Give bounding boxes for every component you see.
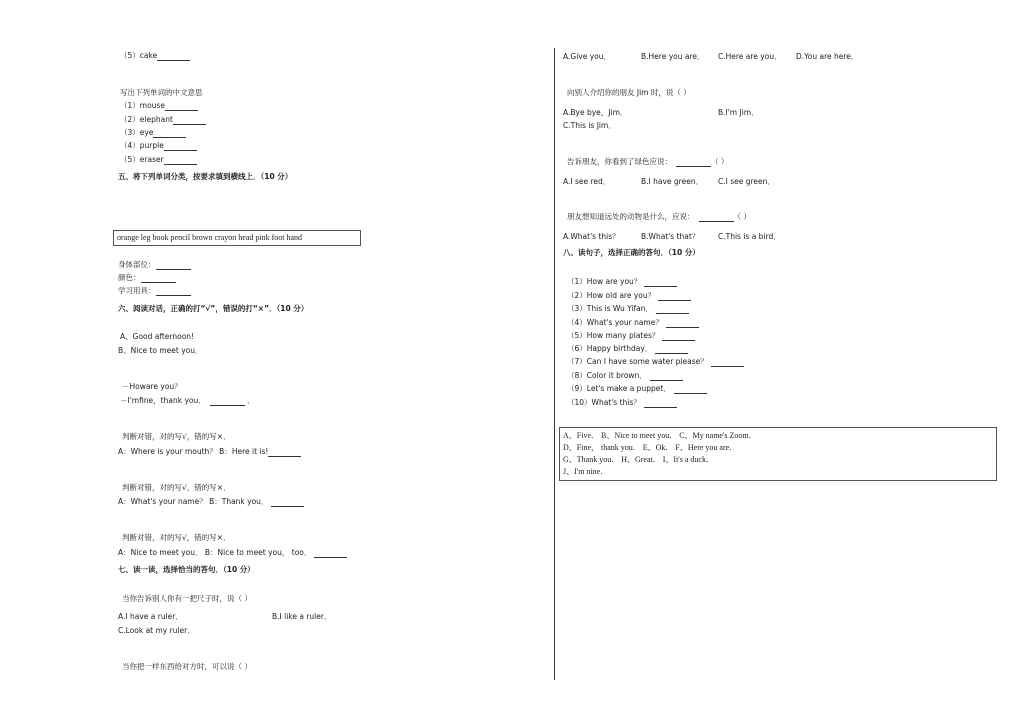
- period: ．: [244, 396, 255, 405]
- judge-1-label: 判断对错，对的写√，错的写×．: [122, 432, 231, 441]
- sentence-text: （5）How many plates？: [567, 331, 660, 340]
- answer-blank[interactable]: [141, 274, 176, 283]
- category-colors: [118, 273, 176, 283]
- answer-blank[interactable]: [644, 278, 677, 287]
- sentence-text: （3）This is Wu Yifan．: [567, 304, 654, 313]
- green-option-a[interactable]: A.I see red．: [563, 177, 611, 186]
- q5-cake-text: （5）cake: [120, 51, 158, 60]
- intro-option-c[interactable]: C.This is Jim．: [563, 121, 616, 130]
- green-option-b[interactable]: B.I have green．: [641, 177, 704, 186]
- sentence-item: [567, 318, 699, 328]
- dialog-1-b: B、Nice to meet you．: [118, 346, 203, 355]
- answer-blank[interactable]: [658, 292, 691, 301]
- sentence-item: [567, 398, 677, 408]
- answer-blank[interactable]: [156, 261, 191, 270]
- answer-blank[interactable]: [164, 156, 197, 165]
- animal-option-b[interactable]: B.What's that？: [641, 232, 700, 241]
- translate-item-text: （4）purple: [120, 141, 164, 150]
- translate-item: [120, 101, 198, 111]
- answer-blank[interactable]: [153, 129, 186, 138]
- give-option-b[interactable]: B.Here you are．: [641, 52, 705, 61]
- judge-2: [118, 497, 304, 507]
- answer-options-line: A、Five． B、Nice to meet you． C、My name's Zoom．: [563, 431, 757, 440]
- judge-3-label: 判断对错，对的写√，错的写×．: [122, 533, 231, 542]
- section-5-title: 五、将下列单词分类，按要求填到横线上．（10 分）: [118, 172, 293, 181]
- sentence-item: [567, 371, 683, 381]
- judge-3: [118, 548, 347, 558]
- sentence-text: （1）How are you？: [567, 277, 642, 286]
- ruler-prompt: 当你告诉别人你有一把尺子时，说（ ）: [122, 594, 252, 603]
- section-6-title: 六、阅读对话，正确的打“√”，错误的打“×”．（10 分）: [118, 304, 309, 313]
- answer-options-line: J、I'm nine．: [563, 467, 609, 476]
- answer-blank[interactable]: [210, 397, 245, 406]
- translate-item: [120, 128, 186, 138]
- word-box: [113, 230, 361, 246]
- category-label: 颜色：: [118, 273, 141, 282]
- green-option-c[interactable]: C.I see green．: [718, 177, 775, 186]
- answer-blank[interactable]: [676, 158, 711, 167]
- answer-blank[interactable]: [711, 358, 744, 367]
- sentence-text: （4）What's your name？: [567, 318, 663, 327]
- sentence-item: [567, 291, 691, 301]
- answer-blank[interactable]: [314, 549, 347, 558]
- category-school-supplies: [118, 286, 191, 296]
- sentence-text: （7）Can I have some water please？: [567, 357, 708, 366]
- sentence-item: [567, 304, 689, 314]
- answer-blank[interactable]: [156, 287, 191, 296]
- translate-item: [120, 155, 197, 165]
- answer-blank[interactable]: [699, 213, 734, 222]
- judge-2-label: 判断对错，对的写√，错的写×．: [122, 483, 231, 492]
- judge-2-text: A：What's your name？ B：Thank you．: [118, 497, 269, 506]
- q5-cake: [120, 51, 190, 61]
- ruler-option-b[interactable]: B.I like a ruler．: [272, 612, 332, 621]
- sentence-text: （6）Happy birthday．: [567, 344, 653, 353]
- translate-item-text: （2）elephant: [120, 115, 173, 124]
- answer-options-line: G、Thank you． H、Great． I、It's a duck．: [563, 455, 714, 464]
- sentence-item: [567, 384, 707, 394]
- answer-options-line: D、Fine， thank you． E、Ok． F、Here you are．: [563, 443, 738, 452]
- sentence-item: [567, 277, 677, 287]
- dialog-2-b-text: －I'mfine，thank you．: [120, 396, 206, 405]
- translate-item: [120, 115, 206, 125]
- answer-blank[interactable]: [656, 305, 689, 314]
- word-box-text: orange leg book pencil brown crayon head pink foot hand: [117, 233, 303, 242]
- answer-blank[interactable]: [165, 102, 198, 111]
- answer-blank[interactable]: [662, 332, 695, 341]
- intro-option-b[interactable]: B.I'm Jim．: [718, 108, 759, 117]
- give-option-a[interactable]: A.Give you．: [563, 52, 611, 61]
- sentence-text: （8）Color it brown．: [567, 371, 647, 380]
- answer-blank[interactable]: [157, 52, 190, 61]
- category-body-parts: [118, 260, 191, 270]
- category-label: 学习用具：: [118, 286, 156, 295]
- animal-option-c[interactable]: C.This is a bird．: [718, 232, 781, 241]
- answer-blank[interactable]: [644, 399, 677, 408]
- sentence-item: [567, 357, 744, 367]
- answer-blank[interactable]: [650, 372, 683, 381]
- answer-blank[interactable]: [674, 385, 707, 394]
- dialog-1-a: A、Good afternoon!: [120, 332, 195, 341]
- judge-3-text: A：Nice to meet you． B：Nice to meet you， too．: [118, 548, 312, 557]
- answer-blank[interactable]: [268, 448, 301, 457]
- animal-prompt-text: 朋友想知道远处的动物是什么，应说：: [567, 212, 695, 221]
- translate-item-text: （5）eraser: [120, 155, 164, 164]
- give-option-c[interactable]: C.Here are you．: [718, 52, 782, 61]
- sentence-text: （2）How old are you？: [567, 291, 656, 300]
- answer-blank[interactable]: [173, 116, 206, 125]
- answer-blank[interactable]: [666, 319, 699, 328]
- column-divider: [554, 48, 555, 680]
- answer-paren: （ ）: [711, 157, 729, 166]
- translate-item: [120, 141, 197, 151]
- animal-prompt: [567, 212, 751, 222]
- give-prompt: 当你把一样东西给对方时，可以说（ ）: [122, 662, 252, 671]
- sentence-text: （10）What's this？: [567, 398, 641, 407]
- judge-1-text: A：Where is your mouth？ B：Here it is!: [118, 447, 269, 456]
- sentence-item: [567, 331, 695, 341]
- green-prompt: [567, 157, 728, 167]
- translate-item-text: （3）eye: [120, 128, 154, 137]
- category-label: 身体部位：: [118, 260, 156, 269]
- ruler-option-c[interactable]: C.Look at my ruler．: [118, 626, 195, 635]
- intro-prompt: 向别人介绍你的朋友 Jim 时，说（ ）: [567, 88, 691, 97]
- translate-item-text: （1）mouse: [120, 101, 165, 110]
- judge-1: [118, 447, 301, 457]
- answer-blank[interactable]: [271, 498, 304, 507]
- animal-option-a[interactable]: A.What's this？: [563, 232, 620, 241]
- sentence-item: [567, 344, 688, 354]
- answer-blank[interactable]: [655, 345, 688, 354]
- intro-option-a[interactable]: A.Bye bye，Jim．: [563, 108, 628, 117]
- answer-blank[interactable]: [164, 142, 197, 151]
- dialog-2-b: [120, 396, 255, 406]
- translate-title: 写出下列单词的中文意思: [120, 88, 203, 97]
- give-option-d[interactable]: D.You are here．: [796, 52, 859, 61]
- answer-paren: （ ）: [733, 212, 751, 221]
- section-8-title: 八、读句子，选择正确的答句．（10 分）: [563, 248, 700, 257]
- ruler-option-a[interactable]: A.I have a ruler．: [118, 612, 183, 621]
- answer-options-box: [559, 427, 997, 481]
- sentence-text: （9）Let's make a puppet．: [567, 384, 671, 393]
- dialog-2-a: －Howare you？: [122, 382, 182, 391]
- green-prompt-text: 告诉朋友，你看到了绿色应说：: [567, 157, 672, 166]
- section-7-title: 七、读一读，选择恰当的答句．（10 分）: [118, 565, 255, 574]
